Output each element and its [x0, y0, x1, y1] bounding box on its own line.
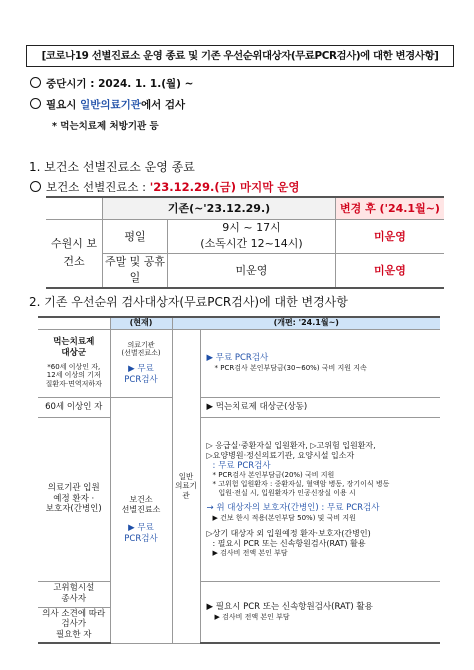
hdr-current: (현재) [110, 317, 172, 329]
mid-current-b: 선별진료소 [121, 505, 161, 515]
row3-revised [200, 417, 440, 581]
row1-current-tag-a: ▶ 무료 [128, 364, 154, 375]
weekend-before: 미운영 [168, 253, 336, 288]
mid-label [172, 329, 200, 643]
row2-label: 60세 이상인 자 [38, 397, 110, 417]
row5-label [38, 607, 110, 643]
circle-bullet-icon [30, 181, 41, 192]
mid-current [110, 397, 172, 643]
clinic-schedule-table [46, 196, 444, 289]
clinic-prefix: 필요시 [46, 99, 81, 111]
row3-label [38, 417, 110, 581]
row3-rev-j: : 필요시 PCR 또는 신속항원검사(RAT) 활용 [212, 538, 366, 548]
weekday-hours: 9시 ~ 17시 [222, 220, 281, 234]
last-operation-date: '23.12.29.(금) 마지막 운영 [149, 180, 300, 194]
row1-rev-note: * PCR검사 본인부담금(30~60%) 국비 지원 지속 [214, 363, 367, 372]
document-title: [코로나19 선별진료소 운영 종료 및 기존 우선순위대상자(무료PCR검사)에 대한 변경사항] [26, 45, 454, 67]
circle-bullet-icon [30, 77, 41, 88]
row3-rev-h: ▶ 건보 한시 적용(본인부담 50%) 및 국비 지원 [212, 514, 356, 522]
clinic-line [30, 97, 185, 112]
weekend-label: 주말 및 공휴일 [103, 253, 168, 288]
weekday-after: 미운영 [336, 219, 445, 253]
row1-current-a: 의료기관 [127, 340, 155, 349]
row3-rev-c: : 무료 PCR검사 [212, 460, 271, 471]
row4-label-a: 고위험시설 [53, 583, 95, 594]
clinic-suffix: 에서 검사 [140, 99, 186, 111]
mid-current-a: 보건소 [129, 495, 153, 505]
row3-rev-e: * 고위험 입원환자 : 중환자실, 혈액암 병동, 장기이식 병동 [212, 479, 390, 488]
target-change-table [38, 316, 440, 644]
row1-revised [200, 329, 440, 397]
row3-rev-g: → 위 대상자의 보호자(간병인) : 무료 PCR검사 [206, 503, 380, 514]
row3-rev-k: ▶ 검사비 전액 본인 부담 [212, 548, 288, 557]
row2-revised: ▶ 먹는치료제 대상군(상동) [200, 397, 440, 417]
row4-label-b: 종사자 [61, 594, 87, 604]
row1-current-b: (선별진료소) [121, 349, 161, 358]
row45-rev-a: ▶ 필요시 PCR 또는 신속항원검사(RAT) 활용 [206, 602, 373, 613]
weekday-hours-cell [168, 219, 336, 253]
table1-corner [46, 197, 103, 219]
row3-rev-a: ▷ 응급실·중환자실 입원환자, ▷고위험 입원환자, [206, 440, 376, 450]
mid-label-b: 의료기관 [175, 481, 197, 500]
suspend-text: 중단시기 : 2024. 1. 1.(월) ~ [46, 78, 194, 90]
row45-rev-b: ▶ 검사비 전액 본인 부담 [214, 612, 290, 621]
row45-revised [200, 581, 440, 643]
weekday-break: (소독시간 12~14시) [200, 237, 303, 250]
weekday-label: 평일 [103, 219, 168, 253]
clinic-highlight: 일반의료기관 [80, 99, 141, 111]
row1-current-tag-b: PCR검사 [124, 374, 158, 385]
hdr-revised: (개편: '24.1월~) [172, 317, 440, 329]
col-before: 기존(~'23.12.29.) [103, 197, 336, 219]
section2-heading: 2. 기존 우선순위 검사대상자(무료PCR검사)에 대한 변경사항 [29, 295, 348, 309]
col-after: 변경 후 ('24.1월~) [336, 197, 445, 219]
row1-note-c: 질환자·면역저하자 [45, 380, 102, 388]
row1-rev-head: ▶ 무료 PCR검사 [206, 353, 269, 364]
row1-label-a: 먹는치료제 [53, 337, 95, 348]
table2-corner [38, 317, 110, 329]
suspend-line [30, 76, 193, 91]
clinic-note: * 먹는치료제 처방기관 등 [52, 121, 159, 132]
row1-current [110, 329, 172, 397]
row5-label-b: 검사가 [61, 619, 87, 630]
mid-current-tag-b: PCR검사 [124, 534, 158, 544]
row-label-suwon: 수원시 보건소 [46, 219, 103, 288]
circle-bullet-icon [30, 98, 41, 109]
row3-rev-d: * PCR검사 본인부담금(20%) 국비 지원 [212, 471, 335, 480]
row4-label [38, 581, 110, 607]
section1-sub-prefix: 보건소 선별진료소 : [46, 180, 150, 194]
row1-note-b: 12세 이상의 기저 [46, 371, 101, 380]
row3-label-a: 의료기관 입원 [47, 483, 100, 494]
row1-note-a: *60세 이상인 자, [47, 362, 101, 371]
mid-label-a: 일반 [178, 471, 194, 481]
mid-current-tag-a: ▶ 무료 [128, 523, 154, 534]
section1-sub [30, 179, 300, 195]
row5-label-a: 의사 소견에 따라 [42, 608, 106, 619]
row3-rev-f: 입원·전실 시, 입원환자가 인공신장실 이용 시 [218, 488, 356, 497]
weekend-after: 미운영 [336, 253, 445, 288]
row1-label [38, 329, 110, 397]
row3-rev-i: ▷상기 대상자 외 입원예정 환자·보호자(간병인) [206, 528, 371, 538]
row3-rev-b: ▷요양병원·정신의료기관, 요양시설 입소자 [206, 450, 355, 460]
row5-label-c: 필요한 자 [55, 630, 92, 641]
section1-heading: 1. 보건소 선별진료소 운영 종료 [29, 160, 195, 174]
row3-label-c: 보호자(간병인) [45, 504, 102, 515]
row1-label-b: 대상군 [61, 347, 87, 358]
row3-label-b: 예정 환자 · [53, 493, 95, 504]
